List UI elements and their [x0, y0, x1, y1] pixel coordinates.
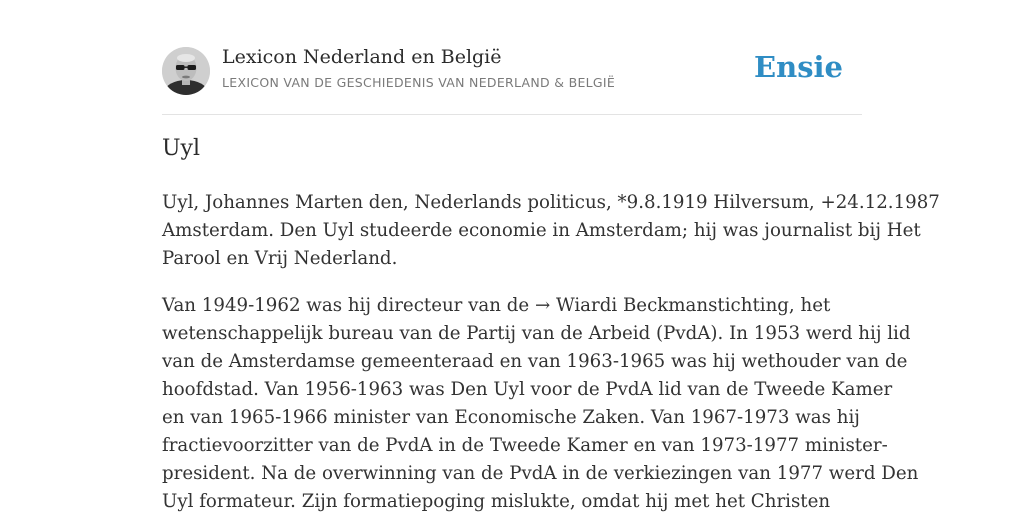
avatar[interactable] [162, 47, 210, 95]
text-segment: , het [788, 295, 831, 316]
text-line: Uyl formateur. Zijn formatiepoging mislukte, omdat hij met het Christen [162, 491, 831, 512]
article-paragraph [162, 189, 940, 273]
text-line: van de Amsterdamse gemeenteraad en van 1963-1965 was hij wethouder van de [162, 351, 908, 372]
text-segment: Van 1949-1962 was hij directeur van de [162, 295, 535, 316]
text-line: Uyl, Johannes Marten den, Nederlands politicus, *9.8.1919 Hilversum, +24.12.1987 [162, 192, 940, 213]
text-line: Amsterdam. Den Uyl studeerde economie in Amsterdam; hij was journalist bij Het [162, 220, 921, 241]
author-portrait-icon [162, 47, 210, 95]
article-title: Uyl [162, 136, 201, 161]
text-line: fractievoorzitter van de PvdA in de Tweede Kamer en van 1973-1977 minister- [162, 435, 888, 456]
site-title[interactable]: Lexicon Nederland en België [222, 46, 502, 68]
text-line: en van 1965-1966 minister van Economische Zaken. Van 1967-1973 was hij [162, 407, 860, 428]
brand-logo[interactable]: Ensie [754, 50, 843, 84]
text-line: Parool en Vrij Nederland. [162, 248, 398, 269]
site-subtitle: LEXICON VAN DE GESCHIEDENIS VAN NEDERLAND & BELGIË [222, 75, 616, 90]
text-line [162, 292, 864, 320]
text-line: wetenschappelijk bureau van de Partij van de Arbeid (PvdA). In 1953 werd hij lid [162, 323, 911, 344]
site-header [162, 44, 862, 115]
text-line: president. Na de overwinning van de PvdA in de verkiezingen van 1977 werd Den [162, 463, 919, 484]
text-line: hoofdstad. Van 1956-1963 was Den Uyl voor de PvdA lid van de Tweede Kamer [162, 379, 893, 400]
article-body [162, 189, 940, 512]
cross-reference-link[interactable]: → Wiardi Beckmanstichting [534, 295, 789, 316]
article-paragraph [162, 292, 919, 512]
